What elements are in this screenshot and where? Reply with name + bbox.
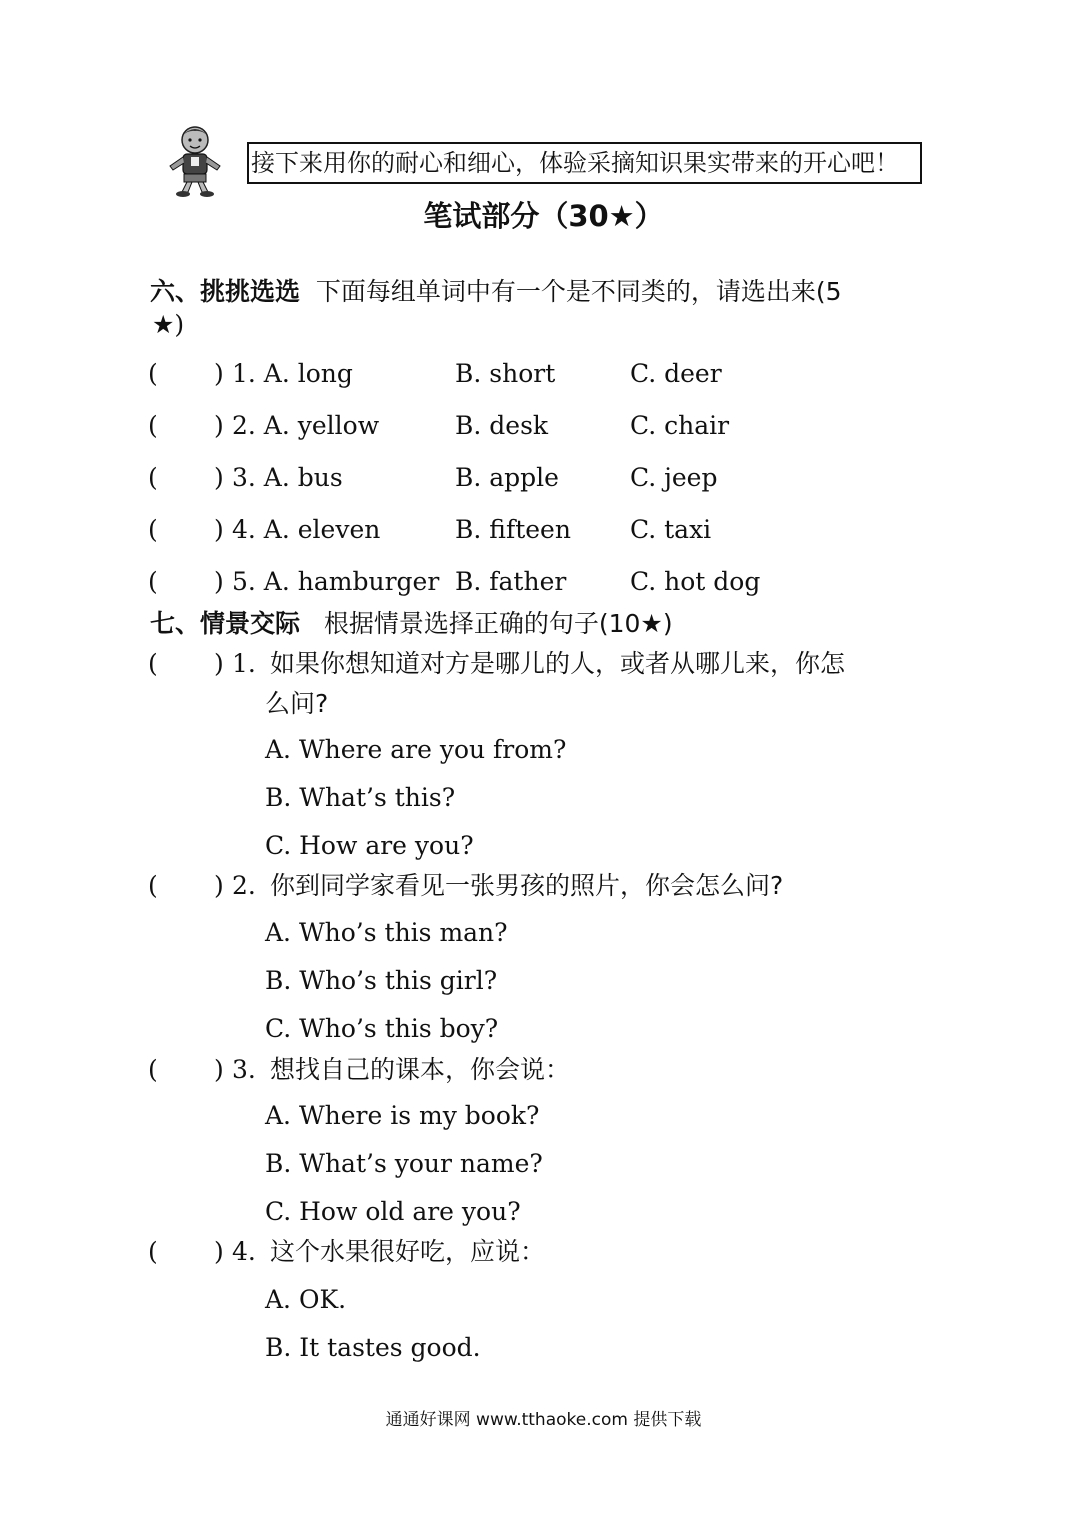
question-text: 如果你想知道对方是哪儿的人，或者从哪儿来，你怎 (270, 649, 846, 678)
option-b: B. apple (455, 463, 559, 492)
answer-bracket-right: ) (214, 463, 224, 492)
choice-text: A. OK. (265, 1285, 347, 1314)
intro-banner: 接下来用你的耐心和细心，体验采摘知识果实带来的开心吧！ (247, 142, 922, 184)
option-a: 3. A. bus (232, 463, 343, 492)
choice-text: A. Where are you from? (265, 735, 567, 764)
section6-heading: 六、挑挑选选 (150, 277, 301, 306)
section6-title-cont: ★) (152, 310, 185, 339)
option-c: C. hot dog (630, 567, 761, 596)
option-b: B. short (455, 359, 556, 388)
option-b: B. father (455, 567, 567, 596)
choice-text: B. What’s this? (265, 783, 456, 812)
option-a: 2. A. yellow (232, 411, 380, 440)
answer-bracket-left: ( (148, 1237, 158, 1266)
question-number: 4. (232, 1237, 256, 1266)
answer-bracket-left: ( (148, 567, 158, 596)
option-b: B. fifteen (455, 515, 571, 544)
option-c: C. taxi (630, 515, 712, 544)
answer-bracket-left: ( (148, 515, 158, 544)
answer-bracket-left: ( (148, 411, 158, 440)
section7-instruction: 根据情景选择正确的句子(10★) (323, 609, 673, 638)
question-text: 这个水果很好吃，应说： (270, 1237, 546, 1266)
answer-bracket-right: ) (214, 567, 224, 596)
option-a: 4. A. eleven (232, 515, 381, 544)
choice-text: B. Who’s this girl? (265, 966, 498, 995)
answer-bracket-right: ) (214, 515, 224, 544)
answer-bracket-right: ) (214, 411, 224, 440)
section7-title (150, 606, 673, 642)
footer-credit: 通通好课网 www.tthaoke.com 提供下载 (385, 1410, 702, 1430)
section6-title (150, 274, 842, 310)
answer-bracket-right: ) (214, 1237, 224, 1266)
section7-heading: 七、情景交际 (150, 609, 301, 638)
part-title: 笔试部分（30★） (423, 199, 664, 233)
answer-bracket-left: ( (148, 649, 158, 678)
choice-text: C. Who’s this boy? (265, 1014, 499, 1043)
choice-text: A. Where is my book? (265, 1101, 540, 1130)
option-a: 5. A. hamburger (232, 567, 440, 596)
cartoon-boy-icon (162, 124, 228, 198)
choice-text: B. It tastes good. (265, 1333, 481, 1362)
option-c: C. deer (630, 359, 722, 388)
choice-text: C. How are you? (265, 831, 474, 860)
section6-instruction: 下面每组单词中有一个是不同类的，请选出来(5 (315, 277, 842, 306)
question-number: 2. (232, 871, 256, 900)
answer-bracket-left: ( (148, 463, 158, 492)
answer-bracket-right: ) (214, 1055, 224, 1084)
choice-text: A. Who’s this man? (265, 918, 508, 947)
option-c: C. jeep (630, 463, 718, 492)
answer-bracket-left: ( (148, 871, 158, 900)
question-text: 你到同学家看见一张男孩的照片，你会怎么问? (270, 871, 784, 900)
question-number: 3. (232, 1055, 256, 1084)
question-text: 么问? (265, 689, 329, 718)
choice-text: B. What’s your name? (265, 1149, 543, 1178)
answer-bracket-right: ) (214, 871, 224, 900)
answer-bracket-right: ) (214, 359, 224, 388)
option-c: C. chair (630, 411, 730, 440)
answer-bracket-left: ( (148, 1055, 158, 1084)
question-text: 想找自己的课本，你会说： (270, 1055, 571, 1084)
option-a: 1. A. long (232, 359, 353, 388)
question-number: 1. (232, 649, 256, 678)
answer-bracket-left: ( (148, 359, 158, 388)
option-b: B. desk (455, 411, 549, 440)
answer-bracket-right: ) (214, 649, 224, 678)
choice-text: C. How old are you? (265, 1197, 521, 1226)
